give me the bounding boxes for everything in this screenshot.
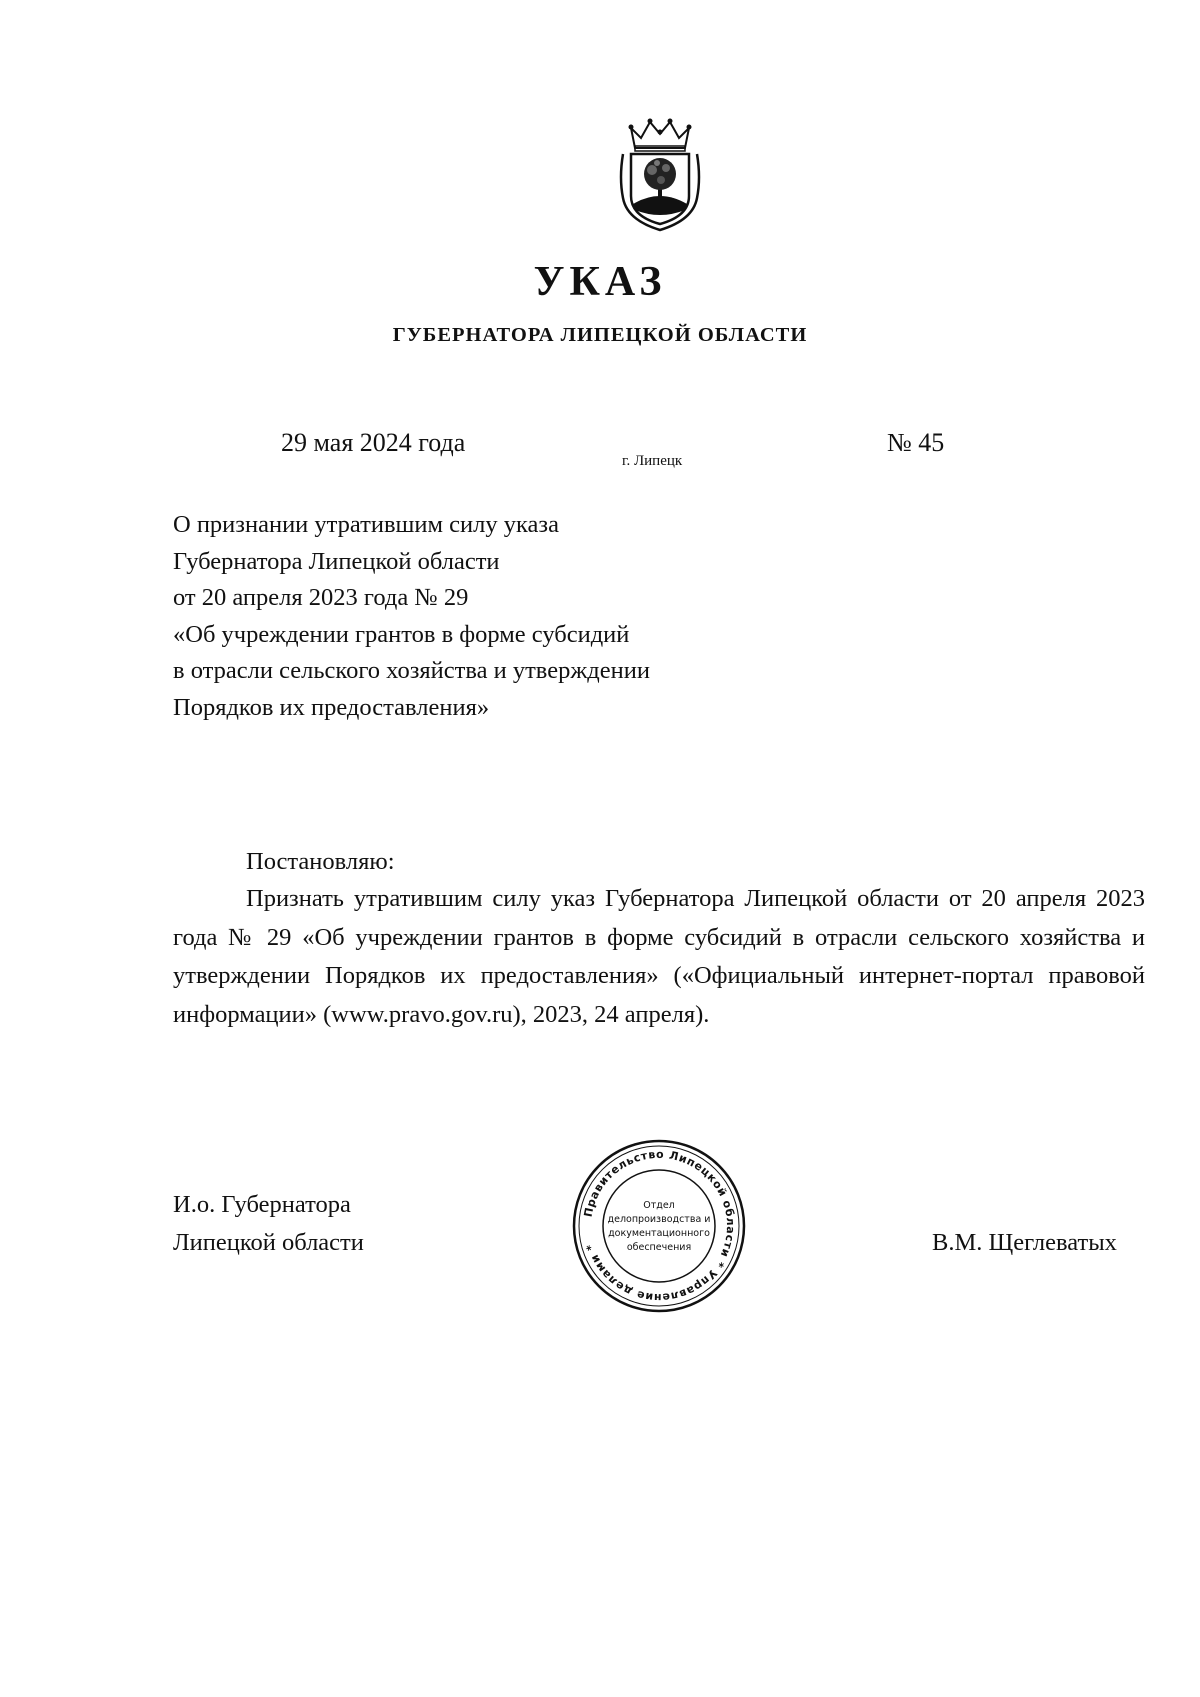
document-date: 29 мая 2024 года: [281, 428, 466, 457]
seal-inner-line: Отдел: [643, 1200, 675, 1211]
heading-line: в отрасли сельского хозяйства и утверждении: [173, 657, 650, 684]
svg-text:Правительство Липецкой области: [582, 1148, 738, 1304]
signer-position-line: И.о. Губернатора: [173, 1191, 351, 1218]
seal-inner-line: делопроизводства и: [607, 1214, 711, 1225]
document-title: УКАЗ: [533, 259, 667, 305]
heading-line: Губернатора Липецкой области: [173, 547, 500, 575]
coat-of-arms-icon: [617, 118, 703, 236]
document-city: г. Липецк: [622, 453, 683, 469]
resolve-label: Постановляю:: [246, 848, 395, 875]
document-subtitle: ГУБЕРНАТОРА ЛИПЕЦКОЙ ОБЛАСТИ: [392, 324, 808, 346]
document-heading: [173, 507, 793, 726]
seal-inner-line: обеспечения: [626, 1242, 692, 1253]
official-seal-icon: [571, 1138, 747, 1314]
heading-line: от 20 апреля 2023 года № 29: [173, 584, 469, 611]
signer-position: [173, 1186, 364, 1262]
signer-name: В.М. Щеглеватых: [932, 1229, 1117, 1256]
heading-line: О признании утратившим силу указа: [173, 511, 559, 538]
seal-inner-line: документационного: [608, 1228, 710, 1239]
document-number: № 45: [887, 428, 945, 457]
signer-position-line: Липецкой области: [173, 1229, 364, 1256]
seal-outer-text: Правительство Липецкой области * Управление делами *: [581, 1147, 738, 1305]
body-paragraph: Признать утратившим силу указ Губернатора Липецкой области от 20 апреля 2023 года № 29 «Об учреждении грантов в форме субсидий в отрасли сельского хозяйства и утверждении Порядков их предоставления» («Официальный интернет-портал правовой информации» (www.pravo.gov.ru), 2023, 24 апреля).: [173, 885, 1145, 1028]
heading-line: Порядков их предоставления»: [173, 693, 490, 721]
heading-line: «Об учреждении грантов в форме субсидий: [173, 620, 630, 648]
